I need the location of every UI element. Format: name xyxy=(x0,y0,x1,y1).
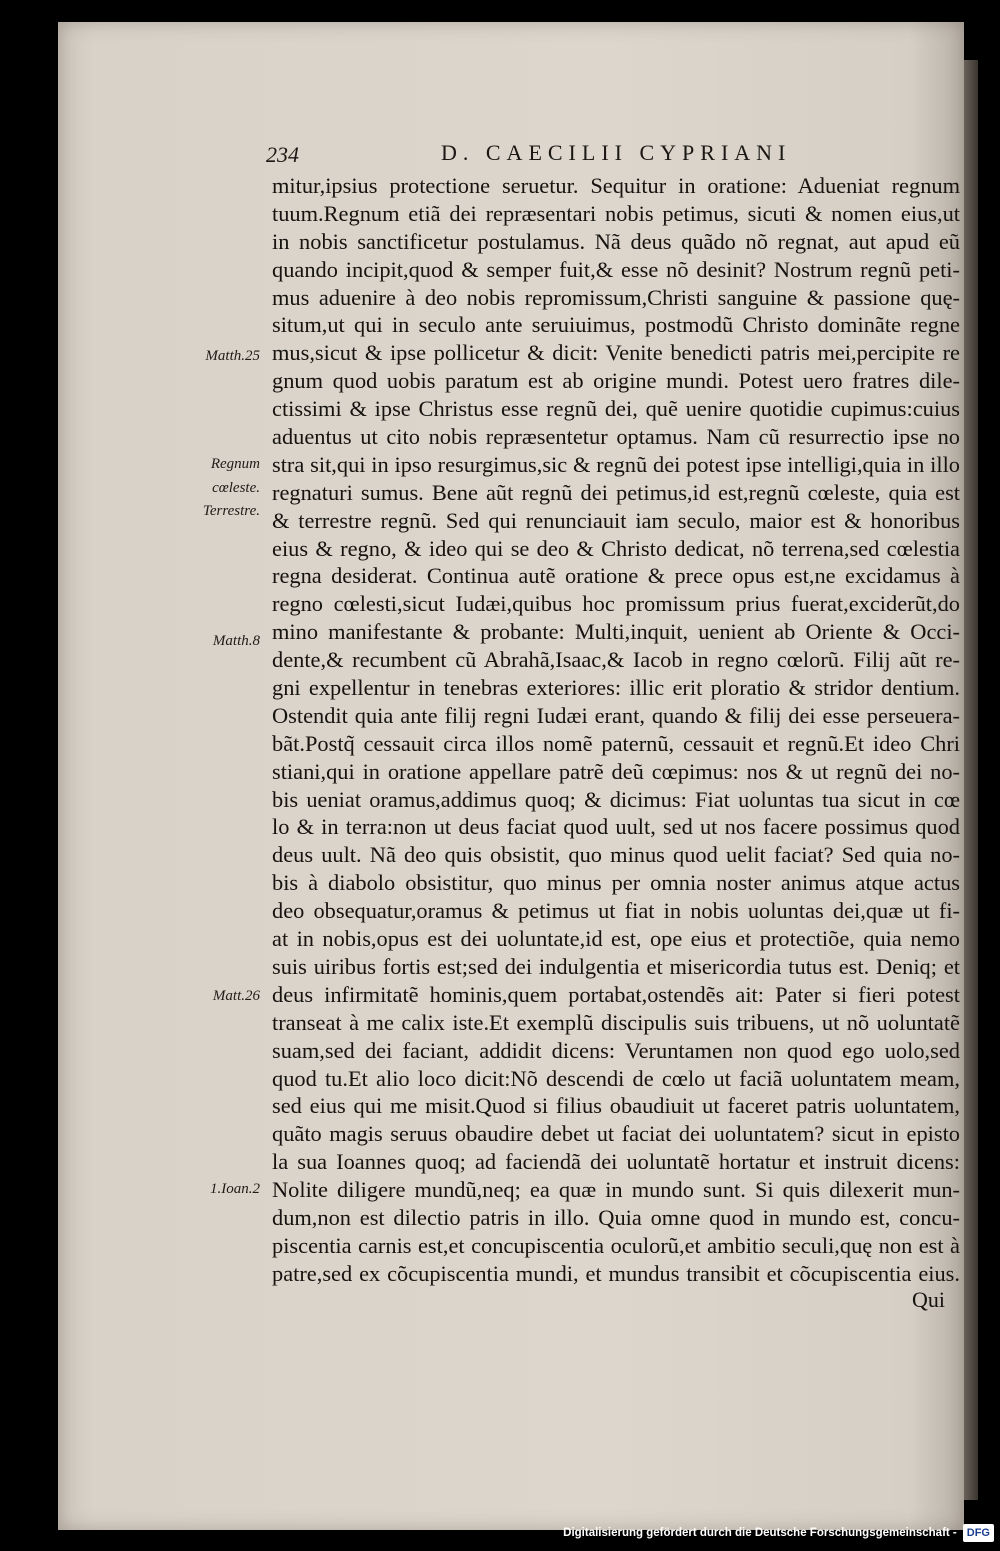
text-line: mino manifestante & probante: Multi,inquit, uenient ab Oriente & Occi- xyxy=(272,619,960,645)
text-line: quod tu.Et alio loco dicit:Nõ descendi de cœlo ut faciã uoluntatem meam, xyxy=(272,1065,960,1091)
dfg-logo-icon: DFG xyxy=(963,1524,994,1542)
text-line: Ostendit quia ante filij regni Iudæi erant, quando & filij dei esse perseuera- xyxy=(272,702,960,728)
text-line: at in nobis,opus est dei uoluntate,id est, ope eius et protectiõe, quia nemo xyxy=(272,926,960,952)
text-line: sed eius qui me misit.Quod si filius obaudiuit ut faceret patris uoluntatem, xyxy=(272,1093,960,1119)
text-line: regna desiderat. Continua autẽ oratione & prece opus est,ne excidamus à xyxy=(272,563,960,589)
text-line: regnaturi sumus. Bene aũt regnũ dei petimus,id est,regnũ cœleste, quia est xyxy=(272,479,960,505)
text-line: suis uiribus fortis est;sed dei indulgentia et misericordia tutus est. Deniq; et xyxy=(272,953,960,979)
text-line: la sua Ioannes quoq; ad faciendã dei uoluntatẽ hortatur et instruit dicens: xyxy=(272,1149,960,1175)
text-line: bãt.Postq̃ cessauit circa illos nomẽ paternũ, cessauit et regnũ.Et ideo Chri xyxy=(272,730,960,756)
running-title: D. CAECILII CYPRIANI xyxy=(441,140,792,165)
margin-note: Regnum xyxy=(210,456,260,472)
text-line: gni expellentur in tenebras exteriores: illic erit ploratio & stridor dentium. xyxy=(272,675,960,701)
text-line: mus,sicut & ipse pollicetur & dicit: Venite benedicti patris mei,percipite re xyxy=(272,340,960,366)
margin-note: 1.Ioan.2 xyxy=(210,1181,260,1197)
text-line: suam,sed dei faciant, addidit dicens: Veruntamen non quod ego uolo,sed xyxy=(272,1037,960,1063)
text-line: Nolite diligere mundũ,neq; ea quæ in mundo sunt. Si quis dilexerit mun- xyxy=(272,1177,960,1203)
text-line: dum,non est dilectio patris in illo. Quia omne quod in mundo est, concu- xyxy=(272,1204,960,1230)
text-line: situm,ut qui in seculo ante seruiuimus, postmodũ Christo dominãte regne xyxy=(272,312,960,338)
text-line: ctissimi & ipse Christus esse regnũ dei, quẽ uenire quotidie cupimus:cuius xyxy=(272,396,960,422)
text-line: stiani,qui in oratione appellare patrẽ deũ cœpimus: nos & ut regnũ dei no- xyxy=(272,758,960,784)
text-line: quãto magis seruus obaudire debet ut faciat dei uoluntatem? sicut in episto xyxy=(272,1121,960,1147)
text-line: regno cœlesti,sicut Iudæi,quibus hoc promissum prius fuerat,exciderũt,do xyxy=(272,591,960,617)
text-line: eius & regno, & ideo qui se deo & Christo dedicat, nõ terrena,sed cœlestia xyxy=(272,535,960,561)
margin-note: Terrestre. xyxy=(202,503,260,519)
text-line: aduentus ut cito nobis repræsentetur optamus. Nam cũ resurrectio ipse no xyxy=(272,424,960,450)
text-line: patre,sed ex cõcupiscentia mundi, et mundus transibit et cõcupiscentia eius. xyxy=(272,1260,960,1286)
text-line: bis à diabolo obsistitur, quo minus per omnia noster animus atque actus xyxy=(272,870,960,896)
margin-note: Matt.26 xyxy=(212,988,260,1004)
text-line: transeat à me calix iste.Et exemplũ discipulis suis tribuens, ut nõ uoluntatẽ xyxy=(272,1009,960,1035)
text-line: deus infirmitatẽ hominis,quem portabat,ostendẽs ait: Pater si fieri potest xyxy=(272,981,960,1007)
text-line: in nobis sanctificetur postulamus. Nã deus quãdo nõ regnat, aut apud eũ xyxy=(272,228,960,254)
text-line: bis ueniat oramus,addimus quoq; & dicimus: Fiat uoluntas tua sicut in cœ xyxy=(272,786,960,812)
text-line: mus aduenire à deo nobis repromissum,Christi sanguine & passione quę- xyxy=(272,284,960,310)
digitization-credit xyxy=(563,1523,994,1543)
text-line: mitur,ipsius protectione seruetur. Sequitur in oratione: Adueniat regnum xyxy=(272,173,960,198)
text-line: stra sit,qui in ipso resurgimus,sic & regnũ dei potest ipse intelligi,quia in illo xyxy=(272,451,960,477)
text-line: dente,& recumbent cũ Abrahã,Isaac,& Iacob in regno cœlorũ. Filij aũt re- xyxy=(272,647,960,673)
body-text xyxy=(272,172,960,1288)
text-line: piscentia carnis est,et concupiscentia oculorũ,et ambitio seculi,quę non est à xyxy=(272,1232,960,1258)
page-header xyxy=(266,140,956,172)
margin-note: Matth.25 xyxy=(205,348,260,364)
text-line: & terrestre regnũ. Sed qui renunciauit iam seculo, maior est & honoribus xyxy=(272,507,960,533)
text-line: lo & in terra:non ut deus faciat quod uult, sed ut nos facere possimus quod xyxy=(272,814,960,840)
text-line: deus uult. Nã deo quis obsistit, quo minus quod uelit faciat? Sed quia no- xyxy=(272,842,960,868)
page-edge xyxy=(964,60,978,1500)
text-line: gnum quod uobis paratum est ab origine mundi. Potest uero fratres dile- xyxy=(272,368,960,394)
margin-note: cœleste. xyxy=(212,480,260,496)
text-line: tuum.Regnum etiã dei repræsentari nobis petimus, sicuti & nomen eius,ut xyxy=(272,200,960,226)
page-number: 234 xyxy=(266,142,299,167)
text-line: quando incipit,quod & semper fuit,& esse nõ desinit? Nostrum regnũ peti- xyxy=(272,256,960,282)
margin-note: Matth.8 xyxy=(212,633,260,649)
catchword: Qui xyxy=(912,1287,945,1312)
credit-text: Digitalisierung gefördert durch die Deutsche Forschungsgemeinschaft - xyxy=(563,1527,957,1539)
text-line: deo obsequatur,oramus & petimus ut fiat in nobis uoluntas dei,quæ ut fi- xyxy=(272,898,960,924)
